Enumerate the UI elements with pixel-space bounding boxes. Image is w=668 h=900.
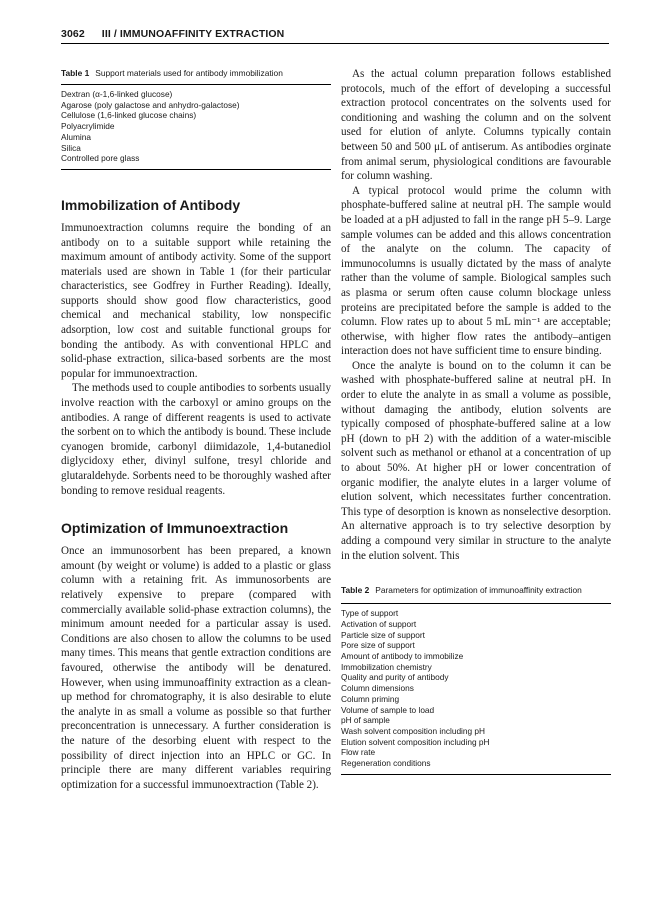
table-row: Wash solvent composition including pH xyxy=(341,725,486,736)
table-1-caption xyxy=(61,60,331,84)
table-2-rows xyxy=(341,604,611,774)
table-2 xyxy=(341,585,611,775)
table-row: Immobilization chemistry xyxy=(341,661,432,672)
paragraph: Once the analyte is bound on to the column it can be washed with phosphate-buffered saline at neutral pH. In order to elute the analyte in as small a volume as possible, without damaging the antibody, elution solvents are typically composed of phosphate-buffered saline at a low pH (down to pH 2) with the addition of a water-miscible solvent such as methanol or ethanol at a concentration of up to about 50%. At higher pH or lower concentration of organic modifier, the analyte elutes in a larger volume of elution solvent, which necessitates further concentration. This type of desorption is known as nonselective desorption. An alternative approach is to try selective desorption by adding a compound very similar in structure to the analyte in the elution solvent. This xyxy=(341,359,611,562)
table-row: Amount of antibody to immobilize xyxy=(341,651,464,661)
table-row: Silica xyxy=(61,142,81,153)
table-row: Activation of support xyxy=(341,618,417,629)
table-1-label: Table 1 xyxy=(61,68,90,78)
table-row: Polyacrylimide xyxy=(61,121,115,132)
table-2-label: Table 2 xyxy=(341,585,370,596)
table-2-caption xyxy=(341,585,611,603)
section-body-optimization xyxy=(61,544,331,792)
table-row: Flow rate xyxy=(341,747,376,758)
table-row: Type of support xyxy=(341,608,399,619)
table-row: Quality and purity of antibody xyxy=(341,672,449,683)
table-row: Regeneration conditions xyxy=(341,758,431,769)
header-rule xyxy=(61,43,609,44)
table-1-bottom-rule xyxy=(61,169,331,170)
table-row: Column dimensions xyxy=(341,683,414,694)
table-2-bottom-rule xyxy=(341,774,611,775)
table-1-rows xyxy=(61,85,331,169)
table-row: Controlled pore glass xyxy=(61,153,140,164)
paragraph: As the actual column preparation follows established protocols, much of the effort of developing a successful extraction protocol concentrates on the solvents used for conditioning and washing the column and on the solvent used for elution of anlyte. Columns typically contain between 50 and 500 μL of antiserum. As antibodies orginate from animal serum, physiological conditions are favourable for column washing. xyxy=(341,68,611,183)
table-2-caption-text: Parameters for optimization of immunoaffinity extraction xyxy=(375,585,582,596)
table-row: Agarose (poly galactose and anhydro-galactose) xyxy=(61,99,240,110)
table-row: Cellulose (1,6-linked glucose chains) xyxy=(61,110,197,121)
running-title: III / IMMUNOAFFINITY EXTRACTION xyxy=(101,28,285,40)
table-row: Pore size of support xyxy=(341,640,415,651)
table-row: pH of sample xyxy=(341,715,390,726)
table-1 xyxy=(61,60,331,170)
table-row: Alumina xyxy=(61,131,91,142)
section-heading-optimization: Optimization of Immunoextraction xyxy=(61,520,289,537)
paragraph: Immunoextraction columns require the bonding of an antibody on to a suitable support while retaining the maximum amount of antibody activity. Some of the support materials used are shown in Table 1 (for their particular characteristics, see Godfrey in Further Reading). Ideally, supports should show good flow characteristics, good chemical and mechanical stability, low nonspecific adsorption, low cost and suitable functional groups for bonding the antibody. As with conventional HPLC and solid-phase extraction, silica-based sorbents are the most popular for immunoextraction. xyxy=(61,221,331,380)
table-row: Volume of sample to load xyxy=(341,704,435,715)
right-column-body xyxy=(341,60,611,563)
page-number: 3062 xyxy=(61,28,85,40)
table-1-caption-text: Support materials used for antibody immobilization xyxy=(95,68,283,78)
paragraph: The methods used to couple antibodies to sorbents usually involve reaction with the carboxyl or amino groups on the antibodies. A range of different reagents is used to activate the sorbent on to which the antibody is bound. These include cyanogen bromide, carbonyl diimidazole, 1,4-butanediol diglycidoxy ether, divinyl sulfone, tresyl chloride and glutaraldehyde. Sorbents need to be thoroughly washed after bonding to remove residual reagents. xyxy=(61,382,332,497)
paragraph: Once an immunosorbent has been prepared, a known amount (by weight or volume) is added to a plastic or glass column with a retaining frit. As immunosorbents are relatively expensive to prepare (compared with commercially available solid-phase extraction columns), the minimum amount needed for a particular assay is used. Conditions are also chosen to allow the columns to be used many times. This means that gentle extraction conditions are favoured, otherwise the antibody will be denatured. However, when using immunoaffinity extraction as a clean-up method for chromatography, it is also desirable to elute the analyte in as small a volume as possible so that further preconcentration is unnecessary. A further consideration is the nature of the desorbing eluent with respect to the possibility of direct injection into an HPLC or GC. In principle there are many different variables requiring optimization for a successful immunoextraction (Table 2). xyxy=(61,545,331,791)
section-heading-immobilization: Immobilization of Antibody xyxy=(61,196,241,213)
left-column xyxy=(61,60,331,792)
table-row: Dextran (α-1,6-linked glucose) xyxy=(61,89,173,99)
section-body-immobilization xyxy=(61,221,331,498)
table-row: Particle size of support xyxy=(341,629,425,640)
table-row: Column priming xyxy=(341,693,400,704)
running-head xyxy=(61,28,609,40)
table-row: Elution solvent composition including pH xyxy=(341,736,490,747)
paragraph: A typical protocol would prime the column with phosphate-buffered saline at neutral pH. The sample would be loaded at a pH adjusted to fall in the range pH 5–9. Large sample volumes can be added and this allows concentration of the analyte on the column. The capacity of immunocolumns is usually dictated by the mass of analyte rather than the volume of sample. Biological samples such as plasma or serum often cause column blockage unless proteins are precipitated before the sample is added to the column. Flow rates up to about 5 mL min⁻¹ are acceptable; otherwise, with higher flow rates the antibody–antigen interaction does not have sufficient time to ensure binding. xyxy=(341,184,611,358)
right-column xyxy=(341,60,611,775)
